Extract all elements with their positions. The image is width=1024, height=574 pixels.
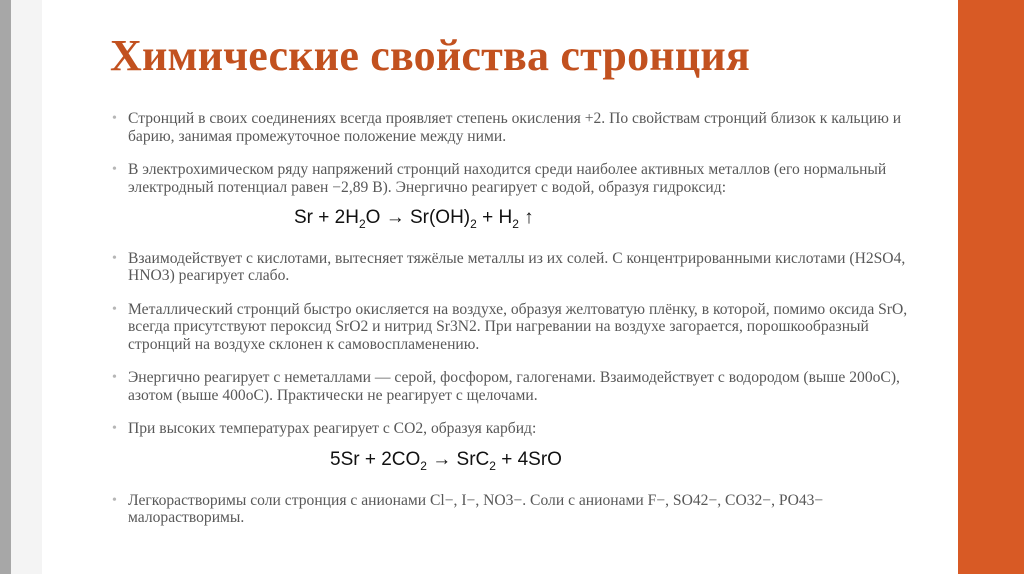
bullet-item — [112, 301, 912, 354]
bullet-item — [112, 369, 912, 404]
bullet-icon: • — [112, 162, 117, 177]
bullet-text: В электрохимическом ряду напряжений стронций находится среди наиболее активных металлов (его нормальный электродный потенциал равен −2,89 В). Энергично реагирует с водой, образуя гидроксид: — [128, 161, 887, 196]
slide-content — [112, 110, 912, 543]
bullet-text: Металлический стронций быстро окисляется на воздухе, образуя желтоватую плёнку, в которой, помимо оксида SrO, всегда присутствуют пероксид SrO2 и нитрид Sr3N2. При нагревании на воздухе загорается, порошкообразный стронций на воздухе склонен к самовоспламенению. — [128, 300, 908, 353]
bullet-icon: • — [112, 492, 117, 508]
bullet-text: Взаимодействует с кислотами, вытесняет тяжёлые металлы из их солей. С концентрированными кислотами (H2SO4, HNO3) реагирует слабо. — [128, 249, 906, 285]
bullet-item — [112, 492, 912, 527]
bullet-text: При высоких температурах реагирует с CO2, образуя карбид: — [128, 420, 537, 438]
bullet-item — [112, 420, 912, 438]
bullet-item — [112, 110, 912, 145]
reaction-equation-co2: $5Sr + 2CO_2 \to SrC_2 + 4SrO$ — [330, 448, 562, 473]
right-accent-bar — [958, 0, 1024, 574]
bullet-icon: • — [112, 250, 117, 266]
bullet-text: Легкорастворимы соли стронция с анионами Cl−, I−, NO3−. Соли с анионами F−, SO42−, CO32−, PO43− малорастворимы. — [128, 491, 824, 527]
slide-title: Химические свойства стронция — [110, 31, 750, 80]
bullet-icon: • — [112, 370, 117, 386]
bullet-text: Стронций в своих соединениях всегда проявляет степень окисления +2. По свойствам стронций близок к кальцию и барию, занимая промежуточное положение между ними. — [128, 110, 902, 145]
reaction-equation-water: $Sr + 2H_2O \to Sr(OH)_2 + H_2$ ↑ — [294, 207, 534, 231]
bullet-item — [112, 250, 912, 285]
bullet-item — [112, 161, 912, 196]
bullet-icon: • — [112, 301, 117, 317]
bullet-icon: • — [112, 111, 117, 126]
bullet-icon: • — [112, 421, 117, 437]
bullet-text: Энергично реагирует с неметаллами — серой, фосфором, галогенами. Взаимодействует с водородом (выше 200oC), азотом (выше 400oC). Практически не реагирует с щелочами. — [128, 369, 900, 404]
left-gray-strip — [0, 0, 11, 574]
